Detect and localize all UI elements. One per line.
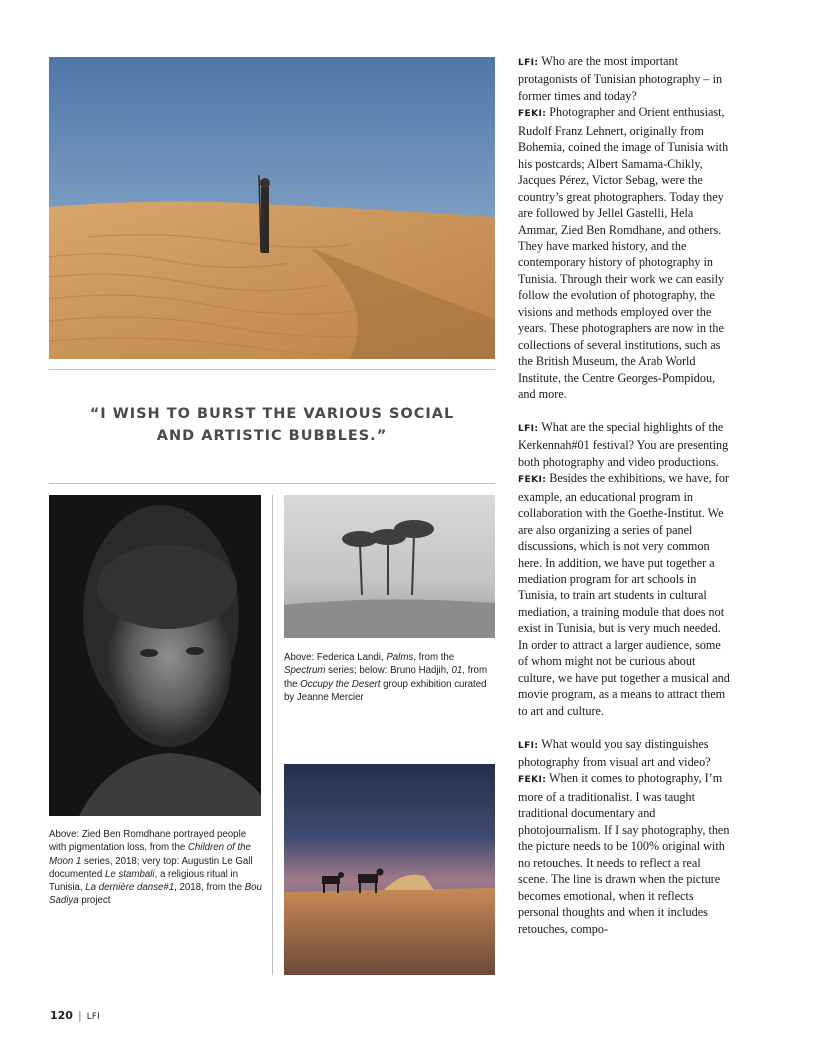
speaker-label: FEKI: — [518, 475, 547, 486]
caption-text: , from the — [413, 652, 455, 663]
question-text: Who are the most important protagonists of Tunisian photography – in former times and today? — [518, 54, 723, 103]
caption-text: group exhibition curated by Jeanne Mercier — [284, 678, 487, 703]
question-2 — [518, 419, 730, 470]
page-number: 120 — [50, 1009, 73, 1022]
magazine-name: LFI — [86, 1012, 101, 1022]
speaker-label: LFI: — [518, 58, 539, 68]
caption-title: Bou Sadiya — [49, 882, 262, 907]
answer-3 — [518, 770, 730, 937]
caption-title: La dernière danse#1 — [85, 882, 175, 894]
child-portrait-photo — [49, 495, 261, 816]
page-folio: 120 | LFI — [50, 1009, 101, 1022]
pull-quote-line-1: “I WISH TO BURST THE VARIOUS SOCIAL — [89, 406, 455, 422]
caption-text: project — [78, 895, 111, 907]
caption-text: , a religious ritual in Tunisia, — [49, 868, 239, 894]
pull-quote — [50, 403, 494, 447]
caption-title: Children of the Moon 1 — [49, 842, 251, 867]
caption-text: series, 2018; very top: Augustin Le Gall documented — [49, 855, 253, 880]
caption-title: Palms — [386, 652, 414, 663]
caption-text: , 2018, from the — [174, 882, 245, 894]
top-divider-rule — [49, 369, 495, 370]
caption-text: Above: Zied Ben Romdhane portrayed people with pigmentation loss, from the — [49, 829, 247, 854]
interview-column — [518, 53, 730, 937]
question-text: What are the special highlights of the Kerkennah#01 festival? You are presenting both photography and video productions. — [518, 419, 729, 469]
column-divider-rule — [272, 495, 273, 975]
caption-title: 01 — [451, 665, 463, 677]
question-text: What would you say distinguishes photography from visual art and video? — [518, 736, 711, 769]
caption-text: Above: Federica Landi, — [284, 652, 387, 663]
speaker-label: FEKI: — [518, 775, 547, 786]
answer-text: Besides the exhibitions, we have, for example, an educational program in collaboration with the Goethe-Institut. We are also organizing a series of panel discussions, which is not very common here. In addition, we have put together a mediation program for art schools in Tunisia, to train art students in cultural mediation, a training module that does not exist in Tunisia, but is very much needed. In order to attract a larger audience, some of whom might not be curious about culture, we have put together a musical and movie program, as a means to attract them to art and culture. — [518, 471, 730, 718]
speaker-label: LFI: — [518, 740, 539, 751]
answer-text: Photographer and Orient enthusiast, Rudolf Franz Lehnert, originally from Bohemia, coined the image of Tunisia with his postcards; Albert Samama-Chikly, Jacques Pérez, Victor Sebag, were the country’s great photographers. Today they are followed by Jellel Gastelli, Hela Ammar, Zied Ben Romdhane, and others. They have marked history, and the contemporary history of photography in Tunisia. Through their work we can easily follow the evolution of photography, the visions and methods employed over the years. These photographers are now in the collections of several institutions, such as the British Museum, the Arab World Institute, the Centre Georges-Pompidou, and more. — [518, 105, 729, 402]
answer-text: When it comes to photography, I’m more of a traditionalist. I was taught traditional documentary and photojournalism. If I say photography, then the picture needs to be 100% original with no retouches. It needs to reflect a real scene. The line is drawn when the picture becomes emotional, when it reflects personal thoughts and when it includes retouches, compo- — [518, 771, 730, 936]
speaker-label: FEKI: — [518, 109, 547, 120]
desert-dogs-photo — [284, 764, 495, 975]
caption-title: Occupy the Desert — [300, 678, 381, 690]
question-3 — [518, 736, 730, 771]
pull-quote-line-2: AND ARTISTIC BUBBLES.” — [156, 428, 388, 444]
palms-caption — [284, 651, 494, 704]
desert-figure-photo — [49, 57, 495, 359]
caption-text: series; below: Bruno Hadjih, — [325, 665, 452, 677]
portrait-caption — [49, 828, 263, 908]
caption-title: Le stambali — [105, 868, 155, 880]
question-1 — [518, 53, 730, 104]
palms-photo — [284, 495, 495, 638]
caption-text: , from the — [284, 665, 488, 690]
bottom-divider-rule — [49, 483, 495, 484]
answer-2 — [518, 470, 730, 719]
answer-1 — [518, 104, 730, 402]
speaker-label: LFI: — [518, 423, 539, 434]
caption-title: Spectrum — [284, 665, 326, 677]
